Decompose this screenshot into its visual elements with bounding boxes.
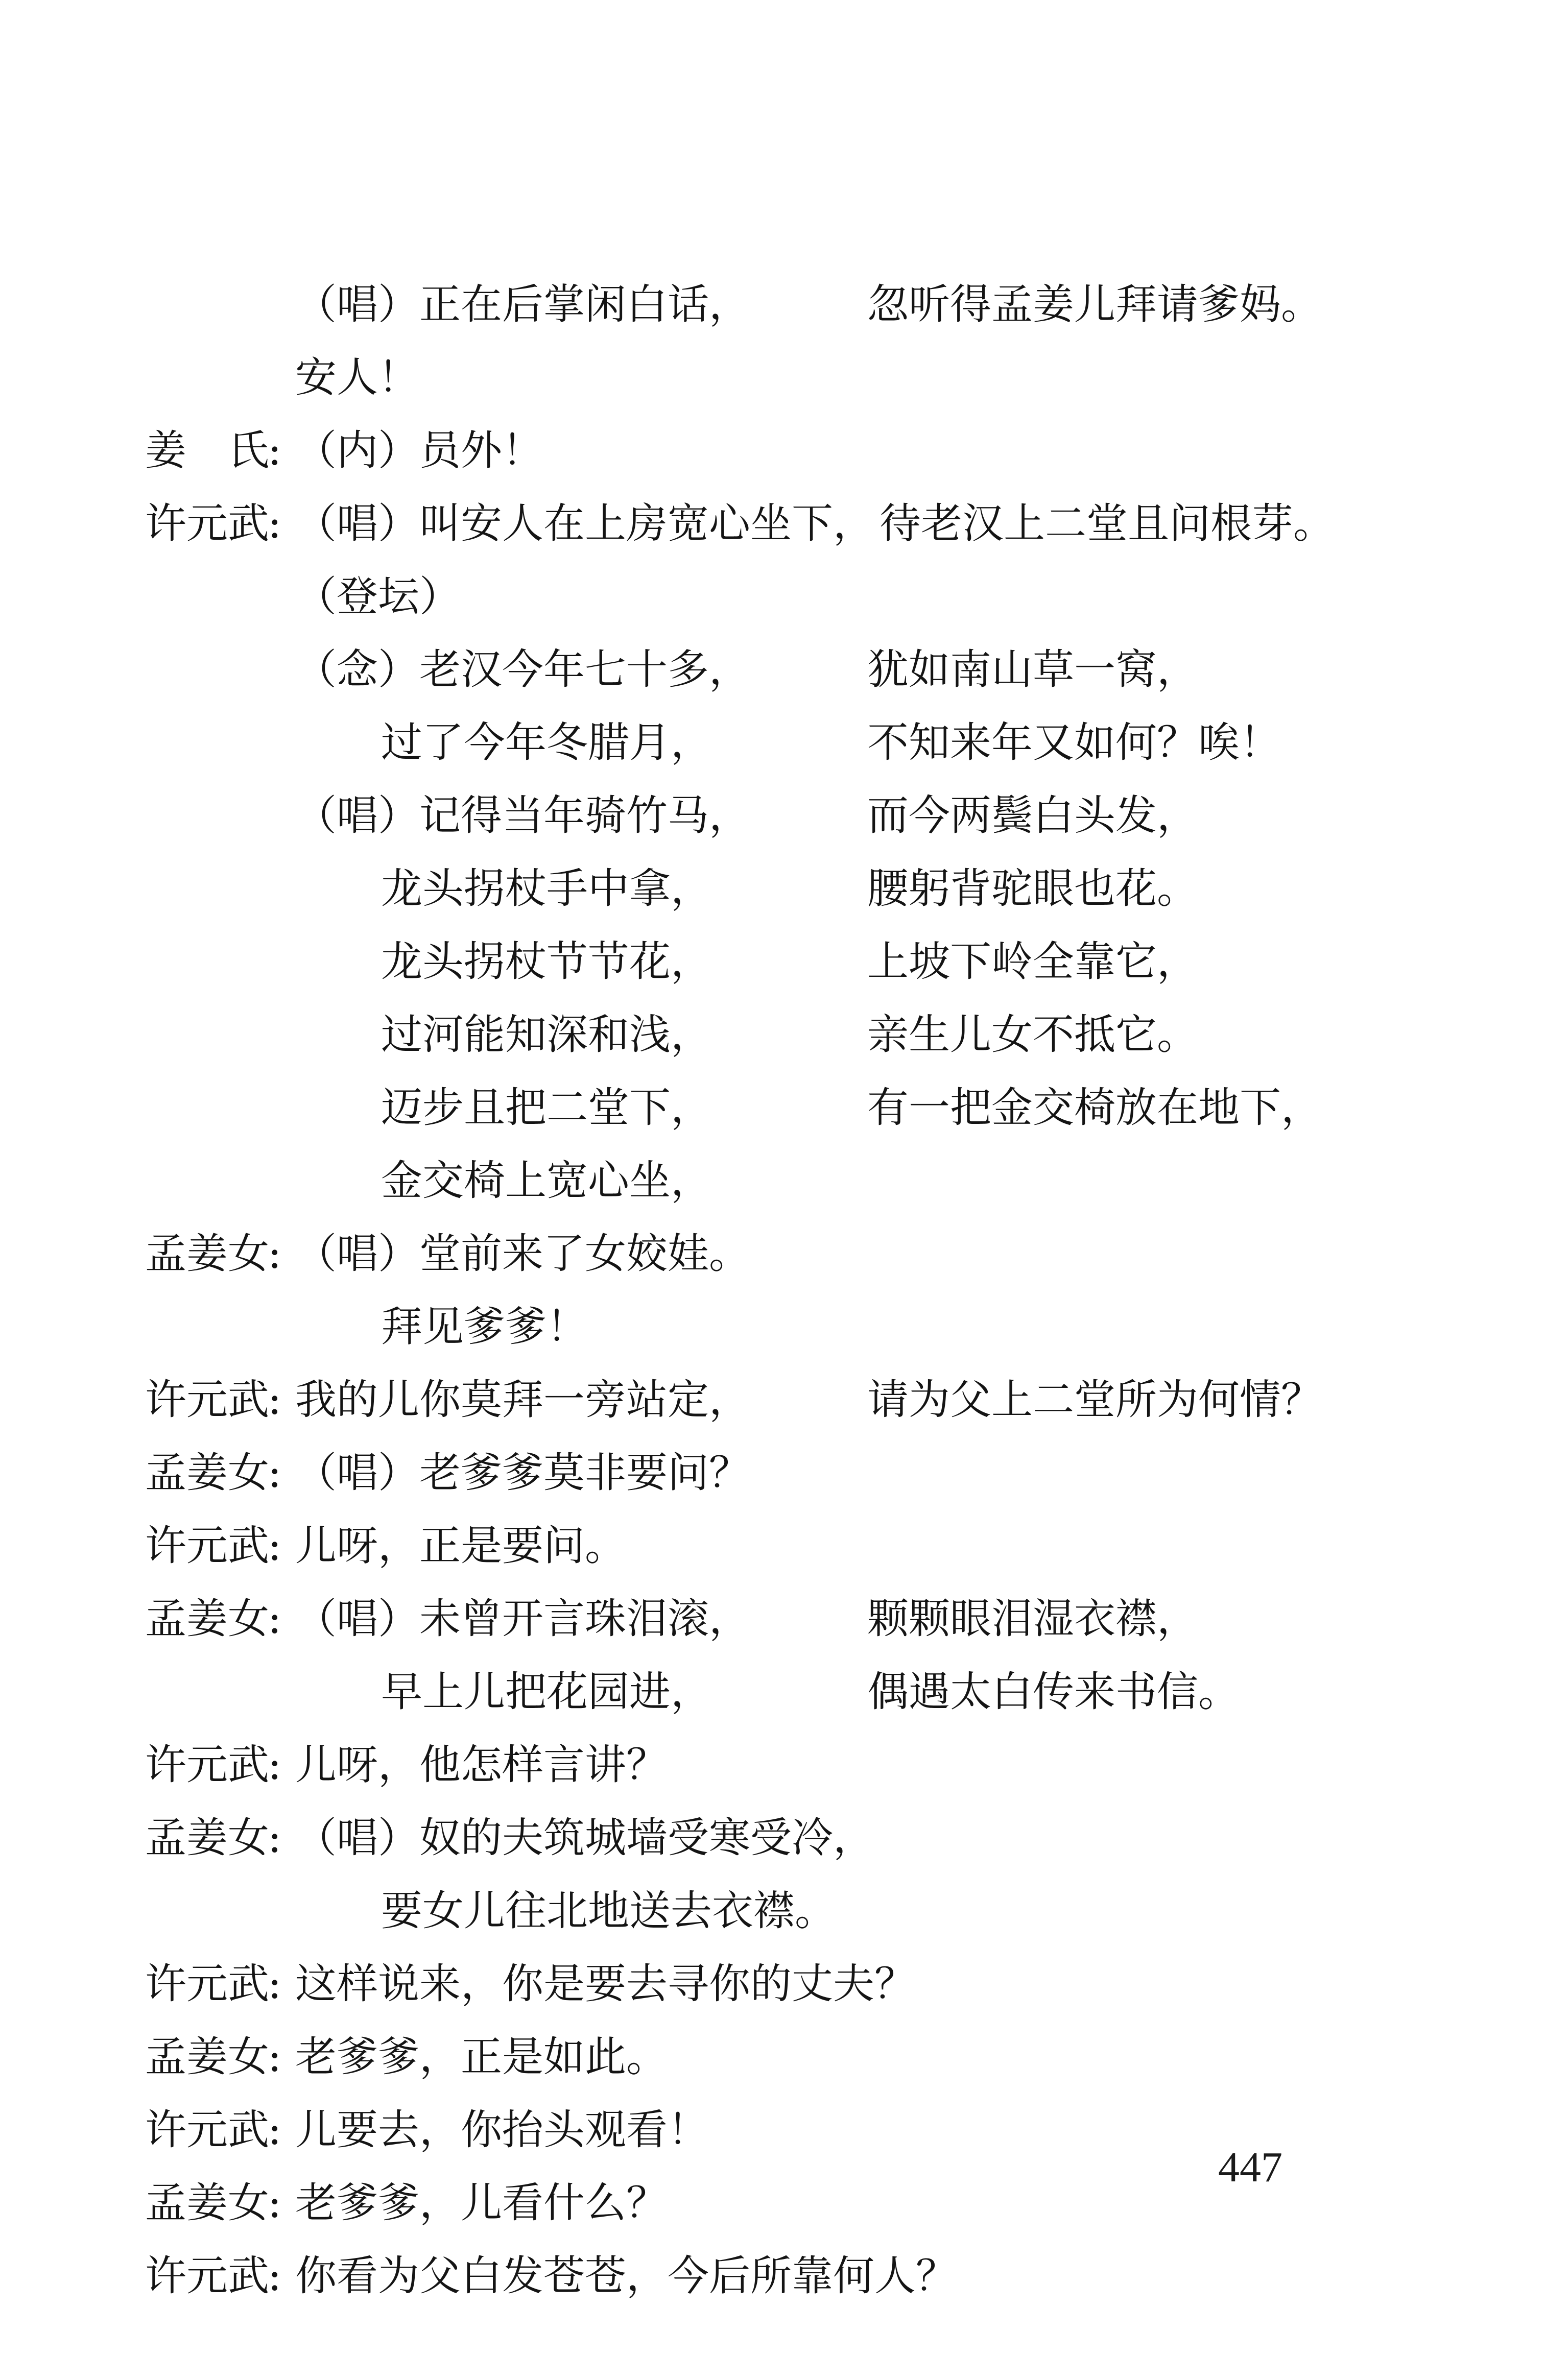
line-text: （登坛） bbox=[295, 573, 461, 621]
line-text: 过河能知深和浅， bbox=[381, 1011, 712, 1059]
script-line bbox=[0, 1362, 1545, 1438]
script-line bbox=[0, 413, 1545, 489]
speaker-name: 孟姜女 bbox=[145, 2033, 270, 2081]
line-second-half: 偶遇太白传来书信。 bbox=[867, 1668, 1240, 1716]
line-text: 金交椅上宽心坐， bbox=[381, 1157, 712, 1205]
script-line bbox=[0, 1946, 1545, 2023]
line-text: 我的儿你莫拜一旁站定， bbox=[295, 1376, 751, 1424]
speaker-name: 孟姜女 bbox=[145, 1595, 270, 1643]
page-number: 447 bbox=[1218, 2144, 1282, 2191]
script-line bbox=[0, 1143, 1545, 1219]
speaker-name: 许元武 bbox=[145, 1522, 270, 1570]
speaker-name: 许元武 bbox=[145, 1376, 270, 1424]
speaker-colon: : bbox=[268, 1960, 282, 2008]
script-line bbox=[0, 1435, 1545, 1511]
line-text: 要女儿往北地送去衣襟。 bbox=[381, 1887, 837, 1935]
script-line bbox=[0, 559, 1545, 635]
script-line bbox=[0, 267, 1545, 343]
speaker-colon: : bbox=[268, 1522, 282, 1570]
line-second-half: 腰躬背驼眼也花。 bbox=[867, 865, 1199, 913]
speaker-colon: : bbox=[268, 2106, 282, 2154]
script-line bbox=[0, 2019, 1545, 2096]
script-line bbox=[0, 1800, 1545, 1877]
speaker-name: 孟姜女 bbox=[145, 1814, 270, 1862]
line-text: 过了今年冬腊月， bbox=[381, 719, 712, 767]
speaker-name: 孟姜女 bbox=[145, 1230, 270, 1278]
line-text: 儿呀，正是要问。 bbox=[295, 1522, 627, 1570]
script-line bbox=[0, 1581, 1545, 1657]
line-text: 你看为父白发苍苍，今后所靠何人？ bbox=[295, 2252, 958, 2300]
script-line bbox=[0, 924, 1545, 1000]
speaker-name: 许元武 bbox=[145, 500, 270, 548]
speaker-colon: : bbox=[268, 1814, 282, 1862]
line-second-half: 待老汉上二堂且问根芽。 bbox=[880, 500, 1335, 548]
speaker-colon: : bbox=[268, 2033, 282, 2081]
speaker-colon: : bbox=[268, 1595, 282, 1643]
speaker-colon: : bbox=[268, 1741, 282, 1789]
line-second-half: 而今两鬓白头发， bbox=[867, 792, 1199, 840]
line-text: （唱）正在后掌闲白话， bbox=[295, 281, 751, 329]
script-line bbox=[0, 1727, 1545, 1804]
script-line bbox=[0, 1873, 1545, 1950]
speaker-colon: : bbox=[268, 1376, 282, 1424]
script-line bbox=[0, 340, 1545, 416]
line-text: 安人！ bbox=[295, 354, 420, 402]
line-text: 儿呀，他怎样言讲？ bbox=[295, 1741, 668, 1789]
script-line bbox=[0, 1508, 1545, 1584]
line-second-half: 不知来年又如何？唉！ bbox=[867, 719, 1281, 767]
script-line bbox=[0, 1216, 1545, 1292]
line-text: （唱）奴的夫筑城墙受寒受冷， bbox=[295, 1814, 875, 1862]
script-line bbox=[0, 997, 1545, 1073]
script-line bbox=[0, 2238, 1545, 2315]
speaker-colon: : bbox=[268, 500, 282, 548]
speaker-colon: : bbox=[268, 1449, 282, 1497]
line-text: 迈步且把二堂下， bbox=[381, 1084, 712, 1132]
script-line bbox=[0, 486, 1545, 562]
line-text: 老爹爹，儿看什么？ bbox=[295, 2179, 668, 2227]
line-text: 这样说来，你是要去寻你的丈夫？ bbox=[295, 1960, 916, 2008]
line-second-half: 犹如南山草一窝， bbox=[867, 646, 1199, 694]
line-text: 儿要去，你抬头观看！ bbox=[295, 2106, 709, 2154]
speaker-name: 姜 氏 bbox=[145, 427, 270, 475]
line-text: 拜见爹爹！ bbox=[381, 1303, 588, 1351]
script-line bbox=[0, 1070, 1545, 1146]
speaker-colon: : bbox=[268, 1230, 282, 1278]
speaker-colon: : bbox=[268, 2252, 282, 2300]
speaker-name: 孟姜女 bbox=[145, 1449, 270, 1497]
script-line bbox=[0, 2092, 1545, 2169]
line-text: 龙头拐杖手中拿， bbox=[381, 865, 712, 913]
script-line bbox=[0, 632, 1545, 708]
line-text: （唱）叫安人在上房宽心坐下， bbox=[295, 500, 875, 548]
line-text: （念）老汉今年七十多， bbox=[295, 646, 751, 694]
line-text: （内）员外！ bbox=[295, 427, 544, 475]
line-text: （唱）堂前来了女姣娃。 bbox=[295, 1230, 751, 1278]
script-line bbox=[0, 2165, 1545, 2242]
line-text: （唱）未曾开言珠泪滚， bbox=[295, 1595, 751, 1643]
line-second-half: 上坡下岭全靠它， bbox=[867, 938, 1199, 986]
speaker-name: 孟姜女 bbox=[145, 2179, 270, 2227]
line-text: （唱）老爹爹莫非要问？ bbox=[295, 1449, 751, 1497]
line-second-half: 亲生儿女不抵它。 bbox=[867, 1011, 1199, 1059]
speaker-colon: : bbox=[268, 2179, 282, 2227]
line-text: 老爹爹，正是如此。 bbox=[295, 2033, 668, 2081]
script-line bbox=[0, 778, 1545, 854]
speaker-name: 许元武 bbox=[145, 2106, 270, 2154]
line-second-half: 请为父上二堂所为何情？ bbox=[867, 1376, 1323, 1424]
line-second-half: 忽听得孟姜儿拜请爹妈。 bbox=[867, 281, 1323, 329]
script-line bbox=[0, 1289, 1545, 1365]
script-line bbox=[0, 851, 1545, 927]
speaker-name: 许元武 bbox=[145, 1741, 270, 1789]
script-line bbox=[0, 1654, 1545, 1730]
speaker-name: 许元武 bbox=[145, 1960, 270, 2008]
line-text: 早上儿把花园进， bbox=[381, 1668, 712, 1716]
script-line bbox=[0, 705, 1545, 781]
speaker-name: 许元武 bbox=[145, 2252, 270, 2300]
line-second-half: 有一把金交椅放在地下， bbox=[867, 1084, 1323, 1132]
line-second-half: 颗颗眼泪湿衣襟， bbox=[867, 1595, 1199, 1643]
line-text: 龙头拐杖节节花， bbox=[381, 938, 712, 986]
line-text: （唱）记得当年骑竹马， bbox=[295, 792, 751, 840]
speaker-colon: : bbox=[268, 427, 282, 475]
